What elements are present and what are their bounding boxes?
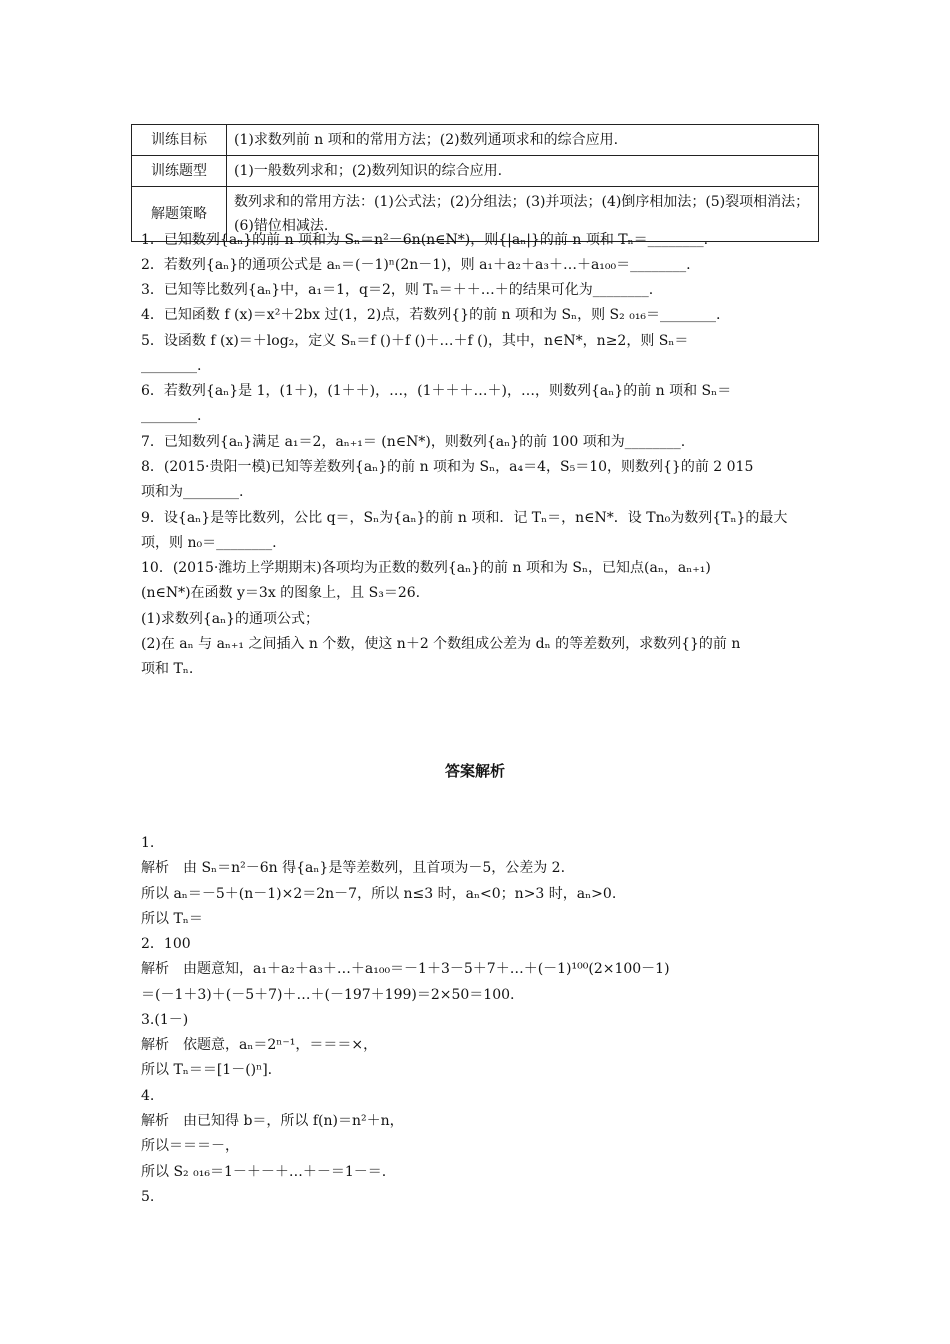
question-line: ________. <box>141 408 202 424</box>
table-row <box>132 156 819 187</box>
question-line: 7．已知数列{aₙ}满足 a₁＝2，aₙ₊₁＝ (n∈N*)，则数列{aₙ}的前 100 项和为________. <box>141 434 686 450</box>
question-line: (1)求数列{aₙ}的通项公式； <box>141 611 320 627</box>
question-line: 5．设函数 f (x)＝＋log₂，定义 Sₙ＝f ()＋f ()＋…＋f ()，其中，n∈N*，n≥2，则 Sₙ＝ <box>141 333 689 349</box>
row-key: 解题策略 <box>132 187 227 242</box>
row-value: (1)一般数列求和；(2)数列知识的综合应用. <box>227 156 819 187</box>
training-info-table <box>131 124 819 242</box>
question-line: 1．已知数列{aₙ}的前 n 项和为 Sₙ＝n²－6n(n∈N*)，则{|aₙ|}的前 n 项和 Tₙ＝________. <box>141 232 709 248</box>
answer-line: 5. <box>141 1189 155 1205</box>
answer-line: 所以＝＝＝－， <box>141 1138 239 1154</box>
answer-line: 所以 Tₙ＝ <box>141 911 203 927</box>
question-line: 项和 Tₙ. <box>141 661 194 677</box>
question-line: 9．设{aₙ}是等比数列，公比 q＝，Sₙ为{aₙ}的前 n 项和．记 Tₙ＝，n∈N*．设 Tn₀为数列{Tₙ}的最大 <box>141 510 788 526</box>
answer-line: 3.(1－) <box>141 1012 189 1028</box>
answer-section-title: 答案解析 <box>444 762 505 780</box>
answer-line: 所以 S₂ ₀₁₆＝1－＋－＋…＋－＝1－＝. <box>141 1164 387 1180</box>
question-line: (2)在 aₙ 与 aₙ₊₁ 之间插入 n 个数，使这 n＋2 个数组成公差为 dₙ 的等差数列，求数列{}的前 n <box>141 636 741 652</box>
answer-line: 所以 aₙ＝－5＋(n－1)×2＝2n－7，所以 n≤3 时，aₙ<0；n>3 时，aₙ>0. <box>141 886 617 902</box>
answer-line: 4. <box>141 1088 155 1104</box>
question-line: (n∈N*)在函数 y＝3x 的图象上，且 S₃＝26. <box>141 585 421 601</box>
row-value: 数列求和的常用方法：(1)公式法；(2)分组法；(3)并项法；(4)倒序相加法；(5)裂项相消法；(6)错位相减法. <box>227 187 819 242</box>
answer-line: 解析 由 Sₙ＝n²－6n 得{aₙ}是等差数列，且首项为－5，公差为 2. <box>141 860 566 876</box>
question-line: 3．已知等比数列{aₙ}中，a₁＝1，q＝2，则 Tₙ＝＋＋…＋的结果可化为________. <box>141 282 654 298</box>
question-line: 10．(2015·潍坊上学期期末)各项均为正数的数列{aₙ}的前 n 项和为 Sₙ，已知点(aₙ，aₙ₊₁) <box>141 560 711 576</box>
answer-line: 所以 Tₙ＝＝[1－()ⁿ]. <box>141 1062 273 1078</box>
row-key: 训练题型 <box>132 156 227 187</box>
question-line: 4．已知函数 f (x)＝x²＋2bx 过(1，2)点，若数列{}的前 n 项和为 Sₙ，则 S₂ ₀₁₆＝________. <box>141 307 721 323</box>
question-line: 2．若数列{aₙ}的通项公式是 aₙ＝(－1)ⁿ(2n－1)，则 a₁＋a₂＋a₃＋…＋a₁₀₀＝________. <box>141 257 691 273</box>
table-row <box>132 125 819 156</box>
answer-line: 解析 由题意知，a₁＋a₂＋a₃＋…＋a₁₀₀＝－1＋3－5＋7＋…＋(－1)¹⁰⁰(2×100－1) <box>141 961 670 977</box>
answer-line: 解析 由已知得 b＝，所以 f(n)＝n²＋n， <box>141 1113 404 1129</box>
answer-line: ＝(－1＋3)＋(－5＋7)＋…＋(－197＋199)＝2×50＝100. <box>141 987 515 1003</box>
answer-line: 解析 依题意，aₙ＝2ⁿ⁻¹，＝＝＝×， <box>141 1037 378 1053</box>
question-line: ________. <box>141 358 202 374</box>
row-key: 训练目标 <box>132 125 227 156</box>
question-line: 6．若数列{aₙ}是 1，(1＋)，(1＋＋)，…，(1＋＋＋…＋)，…，则数列{aₙ}的前 n 项和 Sₙ＝ <box>141 383 732 399</box>
question-line: 项，则 n₀＝________. <box>141 535 277 551</box>
question-line: 8．(2015·贵阳一模)已知等差数列{aₙ}的前 n 项和为 Sₙ，a₄＝4，S₅＝10，则数列{}的前 2 015 <box>141 459 754 475</box>
answer-line: 1. <box>141 835 155 851</box>
answer-line: 2．100 <box>141 936 191 952</box>
row-value: (1)求数列前 n 项和的常用方法；(2)数列通项求和的综合应用. <box>227 125 819 156</box>
question-line: 项和为________. <box>141 484 244 500</box>
